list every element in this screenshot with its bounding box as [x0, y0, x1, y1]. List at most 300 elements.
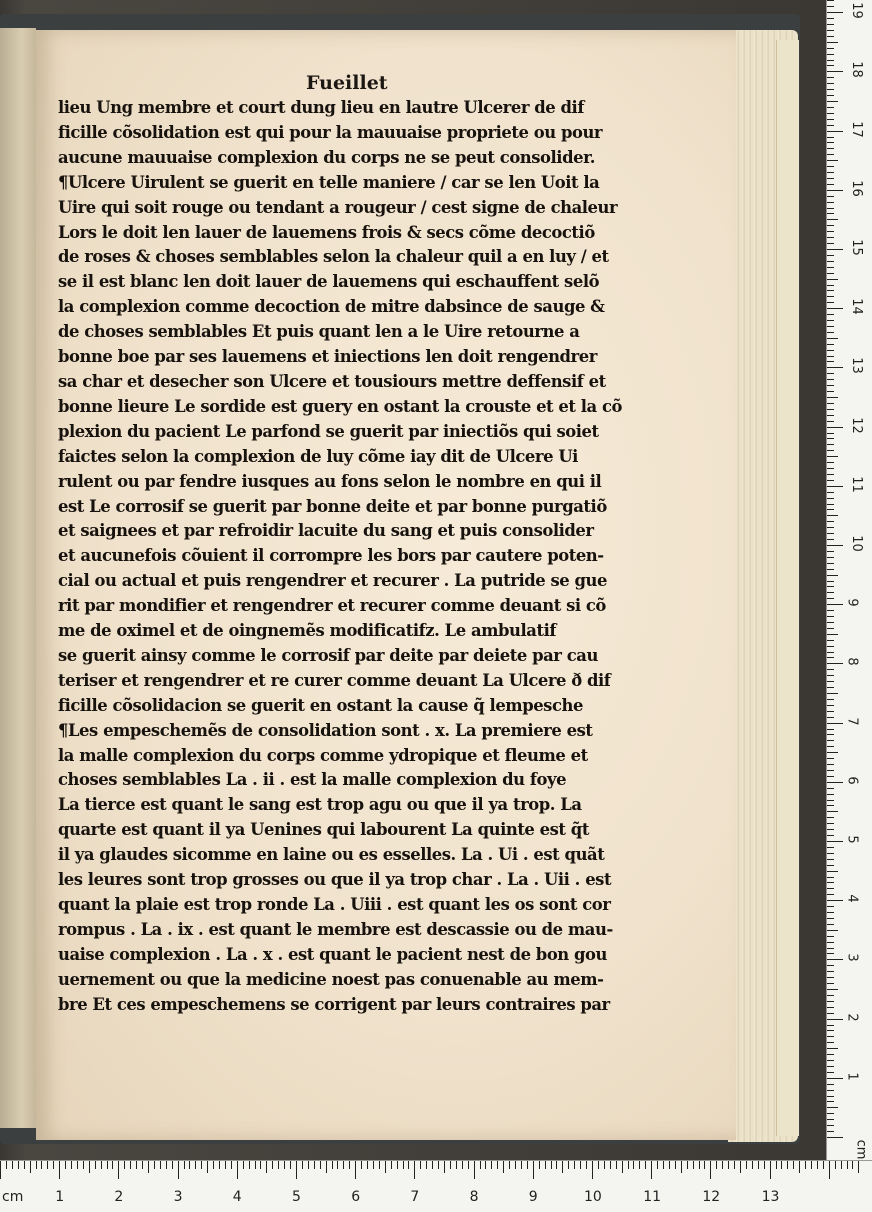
- ruler-tick: [604, 1161, 605, 1169]
- ruler-tick: [827, 805, 834, 806]
- ruler-tick: [485, 1161, 486, 1169]
- ruler-tick: [53, 1161, 54, 1169]
- ruler-tick: [355, 1161, 356, 1179]
- ruler-tick: [827, 385, 834, 386]
- ruler-tick: [266, 1161, 267, 1173]
- ruler-tick: [776, 1161, 777, 1169]
- ruler-tick: [758, 1161, 759, 1169]
- ruler-tick: [533, 1161, 534, 1179]
- page-header: Fueillet: [306, 72, 388, 94]
- ruler-tick: [184, 1161, 185, 1169]
- ruler-tick: [827, 107, 834, 108]
- ruler-tick: [827, 285, 834, 286]
- ruler-tick: [207, 1161, 208, 1173]
- vertical-ruler: [826, 0, 872, 1160]
- ruler-tick: [616, 1161, 617, 1169]
- text-block: [58, 96, 658, 1018]
- ruler-tick: [827, 421, 834, 422]
- ruler-tick: [302, 1161, 303, 1169]
- ruler-tick: [385, 1161, 386, 1173]
- ruler-tick: [827, 563, 834, 564]
- ruler-tick: [580, 1161, 581, 1169]
- ruler-tick: [827, 610, 834, 611]
- ruler-tick: [827, 184, 834, 185]
- text-line: bonne lieure Le sordide est guery en ostant la crouste et et la cõ: [58, 396, 622, 416]
- ruler-tick: [610, 1161, 611, 1169]
- text-line: teriser et rengendrer et re curer comme deuant La Ulcere ð dif: [58, 670, 611, 690]
- ruler-tick: [367, 1161, 368, 1169]
- text-line: la malle complexion du corps comme ydropique et fleume et: [58, 745, 588, 765]
- ruler-tick: [827, 71, 843, 72]
- text-line: de choses semblables Et puis quant len a le Uire retourne a: [58, 322, 580, 342]
- ruler-tick: [326, 1161, 327, 1173]
- ruler-tick: [509, 1161, 510, 1169]
- ruler-tick: [136, 1161, 137, 1169]
- ruler-tick: [827, 474, 834, 475]
- text-line: uernement ou que la medicine noest pas conuenable au mem-: [58, 969, 604, 989]
- text-line: il ya glaudes sicomme en laine ou es esselles. La . Ui . est quãt: [58, 845, 605, 865]
- ruler-number-vertical: 10: [848, 535, 864, 552]
- ruler-tick: [827, 302, 834, 303]
- ruler-number-horizontal: 7: [410, 1189, 420, 1205]
- ruler-number-vertical: 16: [848, 180, 864, 197]
- ruler-tick: [827, 894, 834, 895]
- ruler-tick: [827, 1119, 834, 1120]
- ruler-number-horizontal: 1: [55, 1189, 65, 1205]
- ruler-tick: [189, 1161, 190, 1169]
- ruler-tick: [827, 131, 843, 132]
- ruler-tick: [414, 1161, 415, 1179]
- ruler-tick: [827, 1042, 834, 1043]
- text-line: La tierce est quant le sang est trop agu ou que il ya trop. La: [58, 795, 582, 815]
- ruler-tick: [827, 711, 834, 712]
- ruler-tick: [687, 1161, 688, 1169]
- ruler-tick: [827, 1113, 834, 1114]
- ruler-tick: [827, 965, 834, 966]
- ruler-tick: [160, 1161, 161, 1169]
- ruler-tick: [219, 1161, 220, 1169]
- ruler-tick: [827, 1048, 838, 1049]
- ruler-tick: [827, 178, 834, 179]
- ruler-tick: [827, 657, 834, 658]
- ruler-number-horizontal: 3: [173, 1189, 183, 1205]
- ruler-tick: [827, 776, 834, 777]
- ruler-tick: [827, 539, 834, 540]
- ruler-tick: [827, 456, 838, 457]
- ruler-tick: [827, 36, 834, 37]
- ruler-tick: [172, 1161, 173, 1169]
- ruler-tick: [799, 1161, 800, 1173]
- ruler-tick: [827, 403, 834, 404]
- ruler-tick: [503, 1161, 504, 1173]
- ruler-tick: [827, 279, 838, 280]
- ruler-tick: [296, 1161, 297, 1179]
- ruler-tick: [827, 1036, 834, 1037]
- ruler-number-vertical: 3: [844, 953, 860, 963]
- ruler-tick: [827, 557, 834, 558]
- ruler-tick: [827, 462, 834, 463]
- text-line: quant la plaie est trop ronde La . Uiii . est quant les os sont cor: [58, 895, 611, 914]
- ruler-tick: [527, 1161, 528, 1169]
- ruler-number-vertical: 13: [848, 357, 864, 375]
- ruler-tick: [827, 770, 834, 771]
- ruler-tick: [314, 1161, 315, 1169]
- text-line: rompus . La . ix . est quant le membre est descassie ou de mau-: [58, 919, 613, 939]
- ruler-tick: [827, 788, 834, 789]
- ruler-tick: [752, 1161, 753, 1169]
- ruler-tick: [598, 1161, 599, 1169]
- ruler-tick: [539, 1161, 540, 1169]
- text-line: ¶Les empeschemẽs de consolidation sont . x. La premiere est: [58, 720, 593, 740]
- ruler-tick: [65, 1161, 66, 1169]
- ruler-tick: [827, 900, 843, 901]
- ruler-tick: [827, 468, 834, 469]
- ruler-tick: [497, 1161, 498, 1169]
- ruler-tick: [675, 1161, 676, 1169]
- ruler-tick: [231, 1161, 232, 1169]
- ruler-tick: [793, 1161, 794, 1169]
- ruler-tick: [827, 1084, 834, 1085]
- ruler-tick: [669, 1161, 670, 1169]
- ruler-tick: [827, 65, 834, 66]
- ruler-number-horizontal: 8: [469, 1189, 479, 1205]
- ruler-tick: [746, 1161, 747, 1169]
- ruler-tick: [827, 882, 834, 883]
- ruler-tick: [827, 604, 843, 605]
- ruler-number-vertical: 11: [848, 476, 864, 493]
- text-line: me de oximel et de oingnemẽs modificatifz. Le ambulatif: [58, 621, 556, 641]
- ruler-tick: [827, 101, 838, 102]
- ruler-tick: [827, 379, 834, 380]
- ruler-tick: [827, 794, 834, 795]
- ruler-tick: [290, 1161, 291, 1169]
- ruler-tick: [827, 261, 834, 262]
- ruler-tick: [827, 575, 838, 576]
- ruler-tick: [195, 1161, 196, 1169]
- ruler-tick: [827, 669, 834, 670]
- ruler-tick: [592, 1161, 593, 1179]
- text-line: cial ou actual et puis rengendrer et recurer . La putride se gue: [58, 571, 607, 591]
- ruler-tick: [397, 1161, 398, 1169]
- text-line: rit par mondifier et rengendrer et recurer comme deuant si cõ: [58, 596, 606, 616]
- ruler-tick: [586, 1161, 587, 1169]
- ruler-tick: [827, 415, 834, 416]
- ruler-tick: [827, 24, 834, 25]
- ruler-tick: [12, 1161, 13, 1169]
- text-line: se il est blanc len doit lauer de lauemens qui eschauffent selõ: [58, 272, 600, 292]
- ruler-tick: [456, 1161, 457, 1169]
- ruler-tick: [827, 480, 834, 481]
- ruler-number-vertical: 19: [848, 2, 864, 19]
- ruler-tick: [827, 527, 834, 528]
- ruler-tick: [827, 888, 834, 889]
- ruler-tick: [124, 1161, 125, 1169]
- ruler-tick: [827, 273, 834, 274]
- text-line: la complexion comme decoction de mitre dabsince de sauge &: [58, 297, 605, 317]
- ruler-tick: [740, 1161, 741, 1173]
- ruler-tick: [71, 1161, 72, 1169]
- ruler-tick: [628, 1161, 629, 1169]
- ruler-tick: [827, 746, 834, 747]
- text-line: Lors le doit len lauer de lauemens frois & secs cõme decoctiõ: [58, 222, 595, 242]
- ruler-tick: [827, 835, 834, 836]
- ruler-tick: [89, 1161, 90, 1173]
- ruler-tick: [827, 148, 834, 149]
- ruler-number-horizontal: 9: [528, 1189, 538, 1205]
- ruler-tick: [827, 811, 838, 812]
- ruler-tick: [728, 1161, 729, 1169]
- ruler-tick: [112, 1161, 113, 1169]
- ruler-tick: [829, 1161, 830, 1179]
- ruler-tick: [722, 1161, 723, 1169]
- horizontal-ruler-unit: cm: [2, 1189, 24, 1205]
- ruler-tick: [827, 817, 834, 818]
- ruler-tick: [827, 545, 843, 546]
- ruler-tick: [827, 628, 834, 629]
- ruler-tick: [278, 1161, 279, 1169]
- ruler-tick: [827, 646, 834, 647]
- facing-page-edge: [0, 28, 36, 1128]
- ruler-tick: [426, 1161, 427, 1169]
- ruler-tick: [827, 202, 834, 203]
- ruler-tick: [178, 1161, 179, 1179]
- ruler-number-vertical: 8: [844, 657, 860, 667]
- ruler-tick: [438, 1161, 439, 1169]
- ruler-tick: [827, 433, 834, 434]
- text-line: faictes selon la complexion de luy cõme iay dit de Ulcere Ui: [58, 446, 578, 466]
- ruler-tick: [77, 1161, 78, 1169]
- ruler-tick: [827, 12, 843, 13]
- ruler-number-horizontal: 4: [232, 1189, 242, 1205]
- ruler-tick: [827, 1007, 834, 1008]
- ruler-tick: [827, 1107, 838, 1108]
- ruler-tick: [827, 166, 834, 167]
- ruler-tick: [432, 1161, 433, 1169]
- ruler-number-vertical: 7: [844, 716, 860, 726]
- ruler-tick: [827, 444, 834, 445]
- ruler-tick: [827, 912, 834, 913]
- ruler-tick: [827, 675, 834, 676]
- ruler-tick: [827, 30, 834, 31]
- ruler-tick: [827, 693, 838, 694]
- ruler-tick: [827, 125, 834, 126]
- ruler-tick: [47, 1161, 48, 1169]
- ruler-tick: [827, 1054, 834, 1055]
- ruler-tick: [827, 989, 838, 990]
- ruler-tick: [827, 1019, 843, 1020]
- ruler-tick: [118, 1161, 119, 1179]
- ruler-tick: [827, 314, 834, 315]
- ruler-tick: [827, 1096, 834, 1097]
- ruler-tick: [827, 486, 843, 487]
- ruler-tick: [24, 1161, 25, 1169]
- ruler-tick: [827, 971, 834, 972]
- text-line: ficille cõsolidation est qui pour la mauuaise propriete ou pour: [58, 122, 603, 142]
- ruler-tick: [633, 1161, 634, 1169]
- text-line: ¶Ulcere Uirulent se guerit en telle maniere / car se len Uoit la: [58, 172, 600, 192]
- ruler-tick: [562, 1161, 563, 1173]
- ruler-tick: [827, 752, 838, 753]
- ruler-number-horizontal: 6: [351, 1189, 361, 1205]
- ruler-tick: [827, 652, 834, 653]
- text-line: se guerit ainsy comme le corrosif par deite par deiete par cau: [58, 645, 598, 665]
- ruler-tick: [827, 89, 834, 90]
- ruler-tick: [827, 48, 834, 49]
- ruler-number-vertical: 12: [848, 416, 864, 434]
- ruler-tick: [734, 1161, 735, 1169]
- ruler-tick: [101, 1161, 102, 1169]
- ruler-tick: [827, 871, 838, 872]
- text-line: uaise complexion . La . x . est quant le pacient nest de bon gou: [58, 944, 607, 964]
- ruler-tick: [827, 918, 834, 919]
- ruler-number-vertical: 14: [848, 298, 864, 315]
- ruler-tick: [827, 397, 838, 398]
- ruler-tick: [835, 1161, 836, 1169]
- ruler-tick: [827, 498, 834, 499]
- ruler-number-vertical: 18: [848, 61, 864, 79]
- ruler-tick: [827, 326, 834, 327]
- ruler-tick: [827, 1131, 834, 1132]
- ruler-tick: [337, 1161, 338, 1169]
- ruler-tick: [18, 1161, 19, 1169]
- ruler-tick: [827, 1030, 834, 1031]
- ruler-tick: [827, 1078, 843, 1079]
- ruler-tick: [408, 1161, 409, 1169]
- vertical-ruler-unit: cm: [853, 1139, 869, 1160]
- ruler-tick: [811, 1161, 812, 1169]
- ruler-tick: [420, 1161, 421, 1169]
- ruler-tick: [827, 391, 834, 392]
- ruler-tick: [827, 154, 834, 155]
- ruler-tick: [764, 1161, 765, 1169]
- ruler-tick: [343, 1161, 344, 1169]
- ruler-tick: [551, 1161, 552, 1169]
- ruler-tick: [403, 1161, 404, 1169]
- ruler-tick: [827, 717, 834, 718]
- text-line: et aucunefois cõuient il corrompre les bors par cautere poten-: [58, 546, 604, 566]
- ruler-tick: [827, 723, 843, 724]
- text-line: quarte est quant il ya Uenines qui labourent La quinte est q̃t: [58, 820, 589, 840]
- ruler-tick: [154, 1161, 155, 1169]
- ruler-tick: [827, 213, 834, 214]
- ruler-tick: [827, 113, 834, 114]
- ruler-tick: [827, 764, 834, 765]
- ruler-tick: [827, 1125, 834, 1126]
- ruler-tick: [841, 1161, 842, 1169]
- ruler-tick: [827, 663, 843, 664]
- ruler-tick: [391, 1161, 392, 1169]
- ruler-tick: [41, 1161, 42, 1169]
- text-line: choses semblables La . ii . est la malle complexion du foye: [58, 770, 567, 790]
- ruler-tick: [827, 83, 834, 84]
- text-line: sa char et desecher son Ulcere et tousiours mettre deffensif et: [58, 371, 606, 391]
- text-line: plexion du pacient Le parfond se guerit par iniectiõs qui soiet: [58, 421, 599, 441]
- ruler-tick: [6, 1161, 7, 1169]
- ruler-tick: [827, 267, 834, 268]
- page-stack-outer-edge: [776, 40, 799, 1136]
- ruler-tick: [827, 237, 834, 238]
- text-line: est Le corrosif se guerit par bonne deite et par bonne purgatiõ: [58, 496, 607, 516]
- ruler-number-horizontal: 12: [702, 1189, 721, 1205]
- ruler-number-vertical: 9: [844, 598, 860, 607]
- ruler-tick: [827, 930, 838, 931]
- text-line: rulent ou par fendre iusques au fons selon le nombre en qui il: [58, 471, 602, 491]
- ruler-number-vertical: 5: [844, 835, 860, 844]
- ruler-number-vertical: 6: [844, 776, 860, 785]
- ruler-tick: [827, 533, 834, 534]
- ruler-tick: [827, 42, 838, 43]
- ruler-tick: [827, 504, 834, 505]
- ruler-tick: [622, 1161, 623, 1173]
- ruler-tick: [827, 616, 834, 617]
- text-line: de roses & choses semblables selon la chaleur quil a en luy / et: [58, 247, 609, 267]
- ruler-number-vertical: 2: [844, 1012, 860, 1022]
- ruler-tick: [272, 1161, 273, 1169]
- ruler-tick: [827, 569, 834, 570]
- ruler-tick: [107, 1161, 108, 1169]
- text-line: bonne boe par ses lauemens et iniections len doit rengendrer: [58, 347, 597, 367]
- ruler-tick: [827, 361, 834, 362]
- ruler-tick: [827, 1013, 834, 1014]
- text-line: Uire qui soit rouge ou tendant a rougeur / cest signe de chaleur: [58, 197, 618, 217]
- ruler-tick: [349, 1161, 350, 1169]
- ruler-tick: [827, 936, 834, 937]
- ruler-tick: [462, 1161, 463, 1169]
- ruler-tick: [468, 1161, 469, 1169]
- ruler-tick: [249, 1161, 250, 1169]
- ruler-tick: [781, 1161, 782, 1169]
- ruler-tick: [148, 1161, 149, 1173]
- ruler-tick: [645, 1161, 646, 1169]
- ruler-tick: [827, 160, 838, 161]
- ruler-tick: [827, 782, 843, 783]
- ruler-tick: [827, 296, 834, 297]
- ruler-tick: [693, 1161, 694, 1169]
- ruler-tick: [556, 1161, 557, 1169]
- ruler-tick: [827, 906, 834, 907]
- ruler-tick: [827, 119, 834, 120]
- ruler-tick: [827, 438, 834, 439]
- text-line: lieu Ung membre et court dung lieu en lautre Ulcerer de dif: [58, 98, 584, 117]
- ruler-tick: [827, 865, 834, 866]
- ruler-tick: [827, 249, 843, 250]
- ruler-tick: [260, 1161, 261, 1169]
- ruler-tick: [308, 1161, 309, 1169]
- ruler-tick: [827, 953, 834, 954]
- ruler-tick: [699, 1161, 700, 1169]
- ruler-tick: [827, 60, 834, 61]
- ruler-tick: [827, 734, 834, 735]
- ruler-tick: [817, 1161, 818, 1169]
- ruler-tick: [847, 1161, 848, 1169]
- ruler-tick: [545, 1161, 546, 1169]
- ruler-tick: [827, 983, 834, 984]
- ruler-tick: [827, 196, 834, 197]
- ruler-tick: [255, 1161, 256, 1169]
- ruler-tick: [827, 977, 834, 978]
- ruler-tick: [827, 95, 834, 96]
- ruler-tick: [827, 515, 838, 516]
- ruler-tick: [827, 290, 834, 291]
- ruler-tick: [827, 729, 834, 730]
- ruler-tick: [827, 681, 834, 682]
- ruler-tick: [827, 521, 834, 522]
- ruler-tick: [480, 1161, 481, 1169]
- ruler-tick: [827, 924, 834, 925]
- ruler-tick: [827, 450, 834, 451]
- ruler-tick: [361, 1161, 362, 1169]
- ruler-tick: [827, 427, 843, 428]
